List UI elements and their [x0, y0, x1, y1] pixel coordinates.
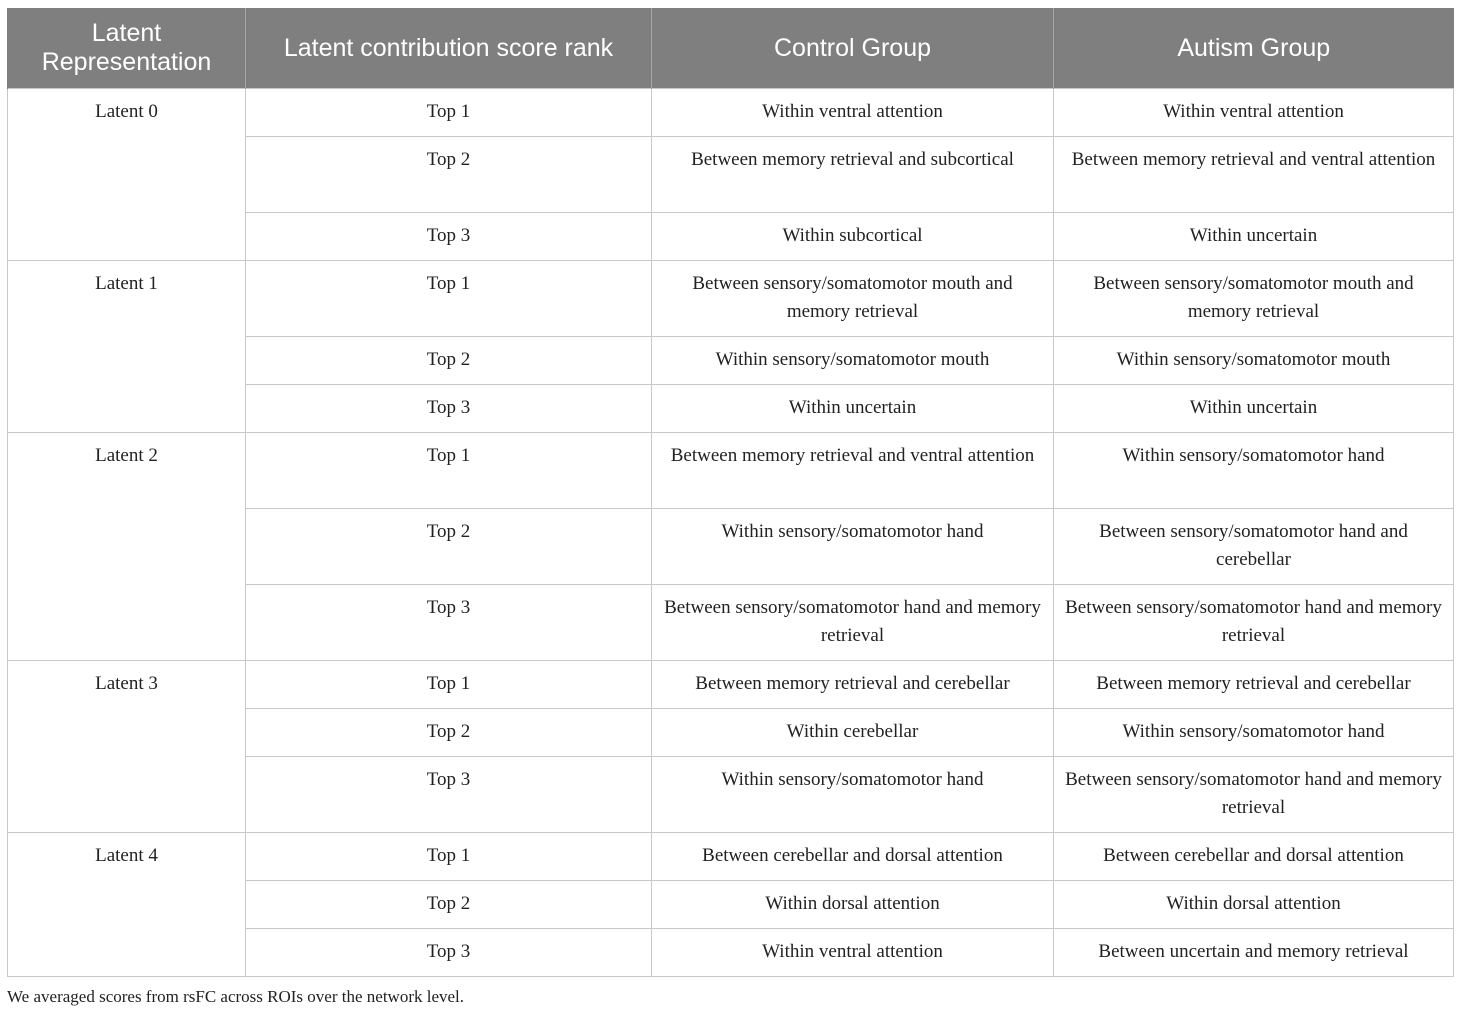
table-row	[8, 89, 1454, 137]
control-cell: Within ventral attention	[652, 929, 1054, 977]
control-cell: Within ventral attention	[652, 89, 1054, 137]
rank-cell: Top 2	[246, 709, 652, 757]
table-body	[8, 89, 1454, 977]
control-cell: Within sensory/somatomotor hand	[652, 757, 1054, 833]
rank-cell: Top 2	[246, 337, 652, 385]
control-cell: Between cerebellar and dorsal attention	[652, 833, 1054, 881]
control-cell: Within uncertain	[652, 385, 1054, 433]
autism-cell: Between sensory/somatomotor mouth and memory retrieval	[1054, 261, 1454, 337]
autism-cell: Within sensory/somatomotor hand	[1054, 433, 1454, 509]
rank-cell: Top 1	[246, 661, 652, 709]
table-row	[8, 661, 1454, 709]
autism-cell: Between memory retrieval and cerebellar	[1054, 661, 1454, 709]
autism-cell: Within uncertain	[1054, 213, 1454, 261]
control-cell: Between memory retrieval and cerebellar	[652, 661, 1054, 709]
results-table-container	[7, 8, 1453, 977]
autism-cell: Between uncertain and memory retrieval	[1054, 929, 1454, 977]
autism-cell: Within sensory/somatomotor mouth	[1054, 337, 1454, 385]
autism-cell: Between sensory/somatomotor hand and memory retrieval	[1054, 757, 1454, 833]
control-cell: Within sensory/somatomotor hand	[652, 509, 1054, 585]
latent-label-cell: Latent 4	[8, 833, 246, 977]
latent-label-cell: Latent 2	[8, 433, 246, 661]
rank-cell: Top 3	[246, 213, 652, 261]
latent-label-cell: Latent 0	[8, 89, 246, 261]
autism-cell: Within ventral attention	[1054, 89, 1454, 137]
rank-cell: Top 2	[246, 137, 652, 213]
control-cell: Between memory retrieval and subcortical	[652, 137, 1054, 213]
rank-cell: Top 1	[246, 833, 652, 881]
autism-cell: Between sensory/somatomotor hand and memory retrieval	[1054, 585, 1454, 661]
autism-cell: Between memory retrieval and ventral attention	[1054, 137, 1454, 213]
rank-cell: Top 1	[246, 89, 652, 137]
latent-contribution-table	[7, 8, 1454, 977]
header-autism-group: Autism Group	[1054, 8, 1454, 89]
control-cell: Within subcortical	[652, 213, 1054, 261]
control-cell: Between memory retrieval and ventral attention	[652, 433, 1054, 509]
header-control-group: Control Group	[652, 8, 1054, 89]
latent-label-cell: Latent 1	[8, 261, 246, 433]
autism-cell: Between sensory/somatomotor hand and cerebellar	[1054, 509, 1454, 585]
latent-label-cell: Latent 3	[8, 661, 246, 833]
rank-cell: Top 3	[246, 757, 652, 833]
header-latent-representation: Latent Representation	[8, 8, 246, 89]
autism-cell: Between cerebellar and dorsal attention	[1054, 833, 1454, 881]
rank-cell: Top 3	[246, 585, 652, 661]
table-row	[8, 261, 1454, 337]
control-cell: Within sensory/somatomotor mouth	[652, 337, 1054, 385]
autism-cell: Within sensory/somatomotor hand	[1054, 709, 1454, 757]
header-row	[8, 8, 1454, 89]
table-footnote: We averaged scores from rsFC across ROIs over the network level.	[7, 987, 465, 1006]
rank-cell: Top 3	[246, 385, 652, 433]
control-cell: Within dorsal attention	[652, 881, 1054, 929]
table-row	[8, 433, 1454, 509]
table-header	[8, 8, 1454, 89]
rank-cell: Top 1	[246, 261, 652, 337]
rank-cell: Top 3	[246, 929, 652, 977]
header-score-rank: Latent contribution score rank	[246, 8, 652, 89]
control-cell: Between sensory/somatomotor mouth and memory retrieval	[652, 261, 1054, 337]
control-cell: Between sensory/somatomotor hand and memory retrieval	[652, 585, 1054, 661]
autism-cell: Within uncertain	[1054, 385, 1454, 433]
control-cell: Within cerebellar	[652, 709, 1054, 757]
autism-cell: Within dorsal attention	[1054, 881, 1454, 929]
rank-cell: Top 2	[246, 881, 652, 929]
table-row	[8, 833, 1454, 881]
rank-cell: Top 2	[246, 509, 652, 585]
rank-cell: Top 1	[246, 433, 652, 509]
